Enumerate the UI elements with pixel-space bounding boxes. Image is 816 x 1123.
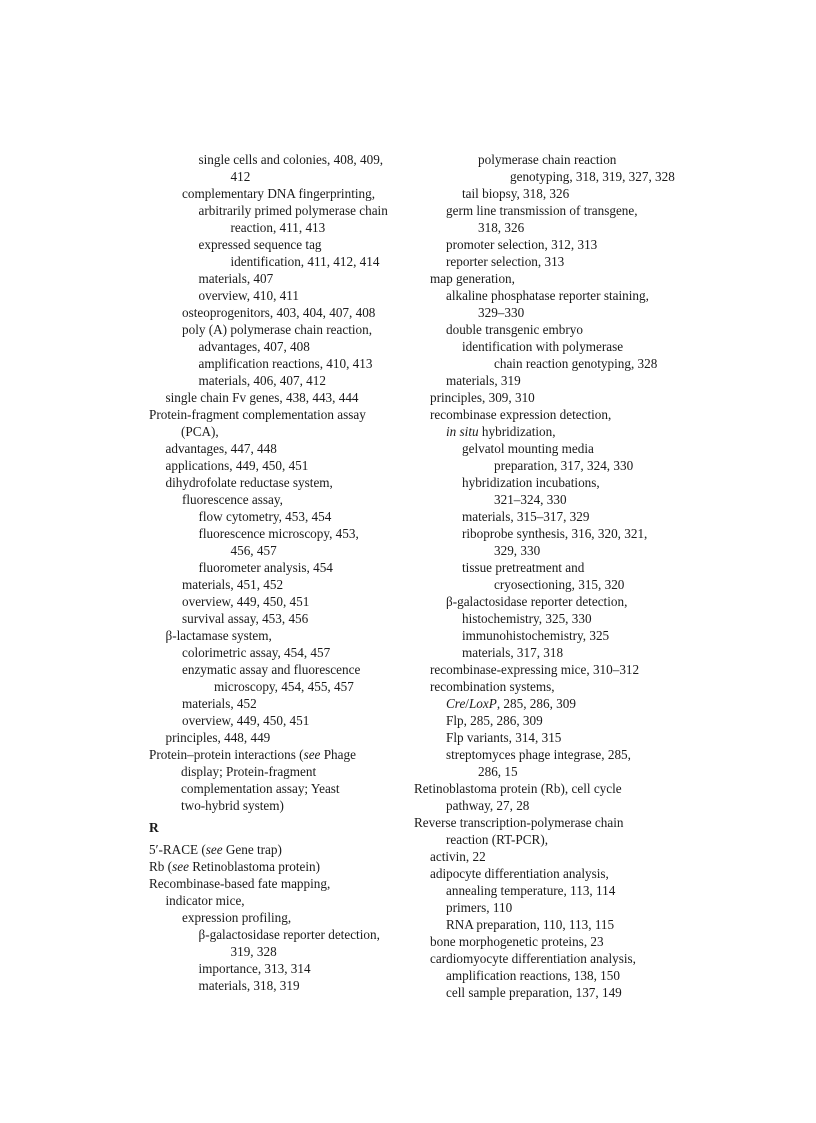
index-entry-continuation: 329–330 (478, 305, 525, 320)
index-entry: enzymatic assay and fluorescence (182, 662, 361, 677)
index-entry-continuation: 412 (230, 169, 251, 184)
index-entry: identification with polymerase (462, 339, 624, 354)
right-entries (414, 151, 676, 1001)
index-entry: reporter selection, 313 (446, 254, 565, 269)
index-entry: materials, 318, 319 (198, 978, 300, 993)
left-entries-bottom (149, 841, 401, 994)
index-entry: single cells and colonies, 408, 409, (198, 152, 384, 167)
index-entry: promoter selection, 312, 313 (446, 237, 598, 252)
index-entry-continuation: genotyping, 318, 319, 327, 328 (510, 169, 675, 184)
index-entry: cardiomyocyte differentiation analysis, (430, 951, 636, 966)
index-entry: Flp variants, 314, 315 (446, 730, 562, 745)
index-entry: colorimetric assay, 454, 457 (182, 645, 331, 660)
index-entry: amplification reactions, 138, 150 (446, 968, 620, 983)
right-column (414, 151, 676, 1001)
index-entry: advantages, 447, 448 (165, 441, 277, 456)
index-entry: primers, 110 (446, 900, 513, 915)
index-entry: tail biopsy, 318, 326 (462, 186, 570, 201)
index-entry: fluorescence assay, (182, 492, 283, 507)
index-entry: survival assay, 453, 456 (182, 611, 309, 626)
index-entry: tissue pretreatment and (462, 560, 585, 575)
index-entry: single chain Fv genes, 438, 443, 444 (165, 390, 359, 405)
index-entry: importance, 313, 314 (198, 961, 311, 976)
index-entry: materials, 407 (198, 271, 274, 286)
index-entry: amplification reactions, 410, 413 (198, 356, 373, 371)
index-entry-continuation: two-hybrid system) (181, 798, 284, 813)
index-entry-continuation: microscopy, 454, 455, 457 (214, 679, 354, 694)
index-entry-continuation: 456, 457 (230, 543, 277, 558)
index-entry: in situ hybridization, (446, 424, 556, 439)
index-entry: materials, 319 (446, 373, 521, 388)
index-entry: adipocyte differentiation analysis, (430, 866, 609, 881)
index-entry: gelvatol mounting media (462, 441, 594, 456)
index-entry: principles, 309, 310 (430, 390, 535, 405)
index-entry-continuation: (PCA), (181, 424, 219, 439)
index-entry: annealing temperature, 113, 114 (446, 883, 616, 898)
index-entry: materials, 406, 407, 412 (198, 373, 326, 388)
index-entry: Cre/LoxP, 285, 286, 309 (446, 696, 576, 711)
index-entry: materials, 317, 318 (462, 645, 564, 660)
index-entry: expression profiling, (182, 910, 292, 925)
index-entry: fluorometer analysis, 454 (198, 560, 333, 575)
index-entry-continuation: display; Protein-fragment (181, 764, 317, 779)
index-entry: Flp, 285, 286, 309 (446, 713, 543, 728)
index-entry-continuation: 286, 15 (478, 764, 518, 779)
index-entry: Rb (see Retinoblastoma protein) (149, 859, 321, 874)
index-entry: indicator mice, (165, 893, 245, 908)
index-entry: complementary DNA fingerprinting, (182, 186, 376, 201)
index-entry: immunohistochemistry, 325 (462, 628, 610, 643)
index-entry: recombinase-expressing mice, 310–312 (430, 662, 640, 677)
index-entry: Reverse transcription-polymerase chain (414, 815, 624, 830)
index-entry: recombinase expression detection, (430, 407, 612, 422)
index-entry: cell sample preparation, 137, 149 (446, 985, 622, 1000)
index-entry: germ line transmission of transgene, (446, 203, 638, 218)
index-entry: double transgenic embryo (446, 322, 583, 337)
index-entry: materials, 315–317, 329 (462, 509, 590, 524)
index-entry: overview, 449, 450, 451 (182, 594, 310, 609)
index-entry-continuation: cryosectioning, 315, 320 (494, 577, 625, 592)
index-entry: β-galactosidase reporter detection, (446, 594, 628, 609)
index-entry: polymerase chain reaction (478, 152, 617, 167)
index-entry-continuation: reaction (RT-PCR), (446, 832, 549, 847)
index-entry-continuation: chain reaction genotyping, 328 (494, 356, 658, 371)
index-entry: Protein-fragment complementation assay (149, 407, 366, 422)
index-entry: RNA preparation, 110, 113, 115 (446, 917, 615, 932)
index-entry: histochemistry, 325, 330 (462, 611, 592, 626)
index-entry: arbitrarily primed polymerase chain (198, 203, 388, 218)
index-entry: β-galactosidase reporter detection, (198, 927, 380, 942)
index-entry: map generation, (430, 271, 515, 286)
index-entry-continuation: 321–324, 330 (494, 492, 567, 507)
index-entry-continuation: complementation assay; Yeast (181, 781, 340, 796)
index-entry: riboprobe synthesis, 316, 320, 321, (462, 526, 648, 541)
index-entry: expressed sequence tag (198, 237, 322, 252)
index-entry: flow cytometry, 453, 454 (198, 509, 332, 524)
index-entry: poly (A) polymerase chain reaction, (182, 322, 373, 337)
left-column (149, 151, 401, 994)
index-entry: materials, 451, 452 (182, 577, 284, 592)
left-entries-top (149, 151, 401, 814)
index-entry: principles, 448, 449 (165, 730, 271, 745)
index-entry-continuation: identification, 411, 412, 414 (230, 254, 380, 269)
index-entry: Recombinase-based fate mapping, (149, 876, 331, 891)
index-entry: osteoprogenitors, 403, 404, 407, 408 (182, 305, 376, 320)
index-entry: materials, 452 (182, 696, 257, 711)
index-entry: activin, 22 (430, 849, 486, 864)
index-entry: β-lactamase system, (165, 628, 272, 643)
index-entry: recombination systems, (430, 679, 555, 694)
index-entry: fluorescence microscopy, 453, (198, 526, 359, 541)
section-heading-r: R (149, 820, 159, 835)
index-entry: overview, 410, 411 (198, 288, 299, 303)
index-entry: streptomyces phage integrase, 285, (446, 747, 631, 762)
index-entry: dihydrofolate reductase system, (165, 475, 333, 490)
index-entry: Retinoblastoma protein (Rb), cell cycle (414, 781, 622, 796)
index-entry-continuation: 319, 328 (230, 944, 277, 959)
index-entry: 5′-RACE (see Gene trap) (149, 842, 282, 857)
index-entry-continuation: reaction, 411, 413 (230, 220, 326, 235)
index-entry-continuation: 318, 326 (478, 220, 525, 235)
index-entry-continuation: pathway, 27, 28 (446, 798, 530, 813)
index-entry: overview, 449, 450, 451 (182, 713, 310, 728)
index-entry: bone morphogenetic proteins, 23 (430, 934, 604, 949)
index-entry: applications, 449, 450, 451 (165, 458, 309, 473)
index-entry: advantages, 407, 408 (198, 339, 310, 354)
index-entry: Protein–protein interactions (see Phage (149, 747, 356, 762)
index-entry-continuation: 329, 330 (494, 543, 541, 558)
index-entry: hybridization incubations, (462, 475, 600, 490)
index-entry-continuation: preparation, 317, 324, 330 (494, 458, 634, 473)
index-entry: alkaline phosphatase reporter staining, (446, 288, 649, 303)
